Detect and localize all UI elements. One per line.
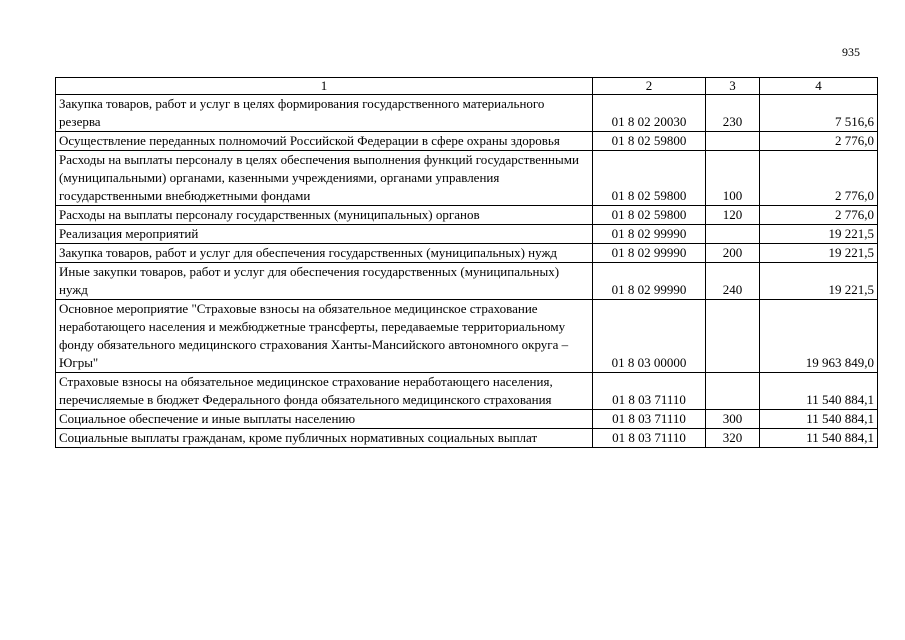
table-row <box>56 132 878 151</box>
table-row <box>56 429 878 448</box>
budget-table <box>55 77 878 448</box>
row-code: 01 8 02 99990 <box>593 225 706 244</box>
row-sum: 19 963 849,0 <box>760 300 878 373</box>
row-code: 01 8 02 59800 <box>593 132 706 151</box>
row-sum: 2 776,0 <box>760 132 878 151</box>
row-name: Социальные выплаты гражданам, кроме публичных нормативных социальных выплат <box>56 429 593 448</box>
table-row <box>56 206 878 225</box>
row-name: Расходы на выплаты персоналу государственных (муниципальных) органов <box>56 206 593 225</box>
row-type <box>706 373 760 410</box>
column-header-type: 3 <box>706 78 760 95</box>
row-name: Страховые взносы на обязательное медицинское страхование неработающего населения, перечисляемые в бюджет Федерального фонда обязательного медицинского страхования <box>56 373 593 410</box>
row-name: Основное мероприятие "Страховые взносы на обязательное медицинское страхование неработающего населения и межбюджетные трансферты, передаваемые территориальному фонду обязательного медицинского страхования Ханты-Мансийского автономного округа – Югры" <box>56 300 593 373</box>
table-row <box>56 95 878 132</box>
row-sum: 2 776,0 <box>760 206 878 225</box>
row-name: Осуществление переданных полномочий Российской Федерации в сфере охраны здоровья <box>56 132 593 151</box>
row-type <box>706 300 760 373</box>
row-name: Расходы на выплаты персоналу в целях обеспечения выполнения функций государственными (муниципальными) органами, казенными учреждениями, органами управления государственными внебюджетными фондами <box>56 151 593 206</box>
row-code: 01 8 02 59800 <box>593 206 706 225</box>
row-sum: 11 540 884,1 <box>760 429 878 448</box>
row-sum: 19 221,5 <box>760 225 878 244</box>
row-name: Иные закупки товаров, работ и услуг для обеспечения государственных (муниципальных) нужд <box>56 263 593 300</box>
row-code: 01 8 02 99990 <box>593 244 706 263</box>
row-type: 100 <box>706 151 760 206</box>
table-row <box>56 225 878 244</box>
row-code: 01 8 02 20030 <box>593 95 706 132</box>
row-sum: 11 540 884,1 <box>760 373 878 410</box>
table-row <box>56 263 878 300</box>
column-header-sum: 4 <box>760 78 878 95</box>
row-sum: 19 221,5 <box>760 244 878 263</box>
table-row <box>56 244 878 263</box>
column-header-name: 1 <box>56 78 593 95</box>
column-header-code: 2 <box>593 78 706 95</box>
row-type: 230 <box>706 95 760 132</box>
row-type: 200 <box>706 244 760 263</box>
row-type: 300 <box>706 410 760 429</box>
row-type <box>706 225 760 244</box>
row-code: 01 8 03 71110 <box>593 429 706 448</box>
row-type: 240 <box>706 263 760 300</box>
table-row <box>56 151 878 206</box>
row-code: 01 8 02 59800 <box>593 151 706 206</box>
row-sum: 11 540 884,1 <box>760 410 878 429</box>
row-name: Реализация мероприятий <box>56 225 593 244</box>
row-type: 320 <box>706 429 760 448</box>
row-code: 01 8 03 71110 <box>593 373 706 410</box>
row-sum: 7 516,6 <box>760 95 878 132</box>
row-code: 01 8 03 71110 <box>593 410 706 429</box>
page-number: 935 <box>842 45 860 59</box>
row-name: Закупка товаров, работ и услуг в целях формирования государственного материального резерва <box>56 95 593 132</box>
table-row <box>56 410 878 429</box>
row-code: 01 8 03 00000 <box>593 300 706 373</box>
row-sum: 19 221,5 <box>760 263 878 300</box>
row-name: Закупка товаров, работ и услуг для обеспечения государственных (муниципальных) нужд <box>56 244 593 263</box>
row-type: 120 <box>706 206 760 225</box>
table-row <box>56 300 878 373</box>
row-code: 01 8 02 99990 <box>593 263 706 300</box>
table-row <box>56 373 878 410</box>
row-name: Социальное обеспечение и иные выплаты населению <box>56 410 593 429</box>
table-header-row <box>56 78 878 95</box>
row-sum: 2 776,0 <box>760 151 878 206</box>
row-type <box>706 132 760 151</box>
